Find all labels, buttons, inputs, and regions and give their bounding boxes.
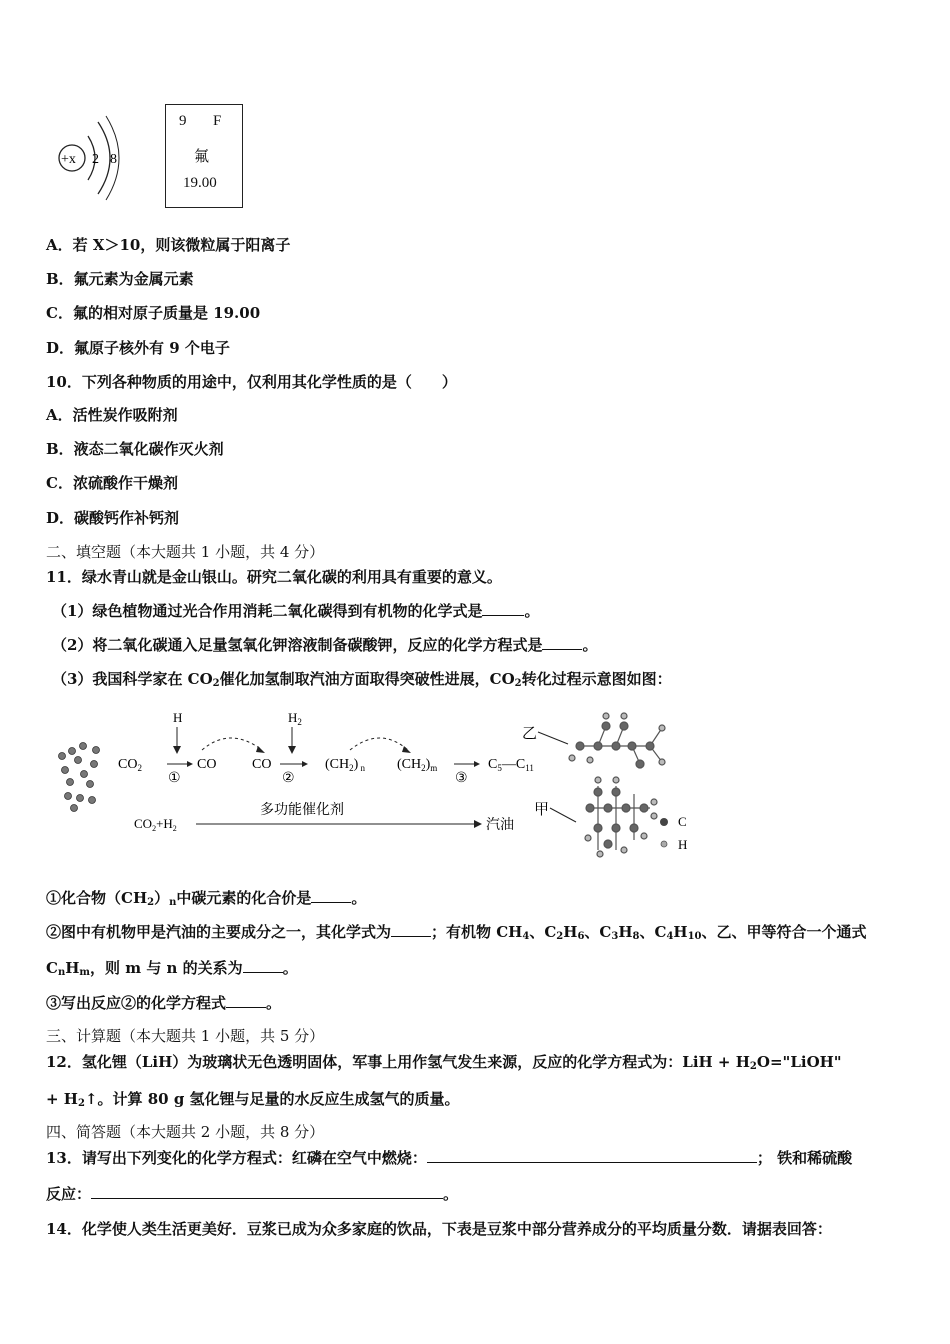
legend-hydrogen-dot (661, 841, 667, 847)
diagram-co-b: CO (252, 757, 272, 772)
particle (93, 747, 100, 754)
q11-sub2-d3: H (673, 923, 688, 941)
particle (62, 767, 69, 774)
q11-sub2-g: H (65, 959, 80, 977)
q9-option-b: B．氟元素为金属元素 (46, 270, 194, 288)
molecule-yi (569, 713, 665, 768)
section-4-heading: 四、简答题（本大题共 2 小题，共 8 分） (46, 1123, 325, 1141)
q13-blank2[interactable] (91, 1184, 443, 1199)
element-mass: 19.00 (183, 175, 217, 191)
diagram-h2: $H_2$ (288, 710, 302, 727)
q11-sub3 (46, 993, 281, 1013)
q11-sub2-c3: 、C (639, 923, 667, 941)
q11-sub2-blank1[interactable] (391, 922, 431, 937)
q14-stem: 14．化学使人类生活更美好．豆浆已成为众多家庭的饮品，下表是豆浆中部分营养成分的平均质量分数．请据表回答： (46, 1220, 832, 1238)
q11-part3-text-a: （3）我国科学家在 CO (52, 670, 213, 688)
q11-part1-text: （1）绿色植物通过光合作用消耗二氧化碳得到有机物的化学式是 (52, 602, 483, 620)
q11-part2-blank[interactable] (542, 635, 582, 650)
diagram-jia: 甲 (534, 800, 550, 818)
q9-option-d: D．氟原子核外有 9 个电子 (46, 339, 230, 357)
q13-blank1[interactable] (427, 1148, 757, 1163)
particle (59, 753, 66, 760)
q11-part3-text-c: 转化过程示意图如图： (521, 670, 672, 688)
particle (69, 748, 76, 755)
q12-line1: 12．氢化锂（LiH）为玻璃状无色透明固体，军事上用作氢气发生来源，反应的化学方程式为：LiH + $H_2O="LiOH$" (46, 1053, 842, 1072)
q12-line2-a: + H (46, 1090, 78, 1108)
q11-sub2-f: C (46, 959, 58, 977)
diagram-step1: ① (168, 770, 181, 786)
q11-sub3-blank[interactable] (226, 993, 266, 1008)
diagram-catalyst: 多功能催化剂 (260, 802, 344, 818)
q11-part1 (52, 601, 539, 621)
element-symbol: F (213, 113, 222, 129)
q13-line2-a: 反应： (46, 1185, 92, 1203)
diagram-co2: $CO_2$ (118, 757, 142, 773)
q9-option-c: C．氟的相对原子质量是 19.00 (46, 304, 261, 322)
q13-line1-a: 13．请写出下列变化的化学方程式：红磷在空气中燃烧： (46, 1149, 427, 1167)
diagram-step2: ② (282, 770, 295, 786)
q11-sub2-d2: H (618, 923, 633, 941)
q10-option-a: A．活性炭作吸附剂 (46, 406, 178, 424)
q11-sub1-c: 中碳元素的化合价是 (176, 889, 312, 907)
q11-sub2-b: ；有机物 CH (431, 923, 523, 941)
q11-part3-text-b: 催化加氢制取汽油方面取得突破性进展，CO (219, 670, 515, 688)
particle (67, 779, 74, 786)
q12-line1-b: O="LiOH" (756, 1053, 842, 1071)
element-number: 9 (179, 113, 187, 129)
diagram-ch2m: $(CH_2)_m$ (397, 757, 438, 773)
shell-outer-count: 8 (110, 152, 117, 167)
q11-sub3-end: 。 (266, 994, 282, 1012)
diagram-yi: 乙 (522, 724, 538, 742)
diagram-gasoline: 汽油 (486, 817, 514, 833)
q12-line2: + $H_2↑$。计算 80 g 氢化锂与足量的水反应生成氢气的质量。 (46, 1090, 460, 1109)
diagram-co2-h2: $CO_2+H_2$ (134, 816, 177, 833)
diagram-step3: ③ (455, 770, 468, 786)
q11-part2-end: 。 (582, 636, 598, 654)
legend-c: C (678, 814, 687, 829)
particle (77, 795, 84, 802)
particle (65, 793, 72, 800)
diagram-product: $C_5—C_{11}$ (488, 757, 534, 773)
particle (75, 757, 82, 764)
q11-sub2-cont: $C_nH_m$，则 m 与 n 的关系为 。 (46, 959, 298, 978)
q11-sub2-blank2[interactable] (243, 958, 283, 973)
legend-h: H (678, 837, 688, 852)
element-card (165, 104, 243, 208)
q9-option-a: A．若 X＞10，则该微粒属于阳离子 (46, 236, 291, 254)
legend-carbon-dot (660, 818, 668, 826)
q11-stem: 11．绿水青山就是金山银山。研究二氧化碳的利用具有重要的意义。 (46, 568, 502, 586)
catalyst-particles (59, 743, 100, 812)
q11-sub2-end: 。 (282, 959, 298, 977)
diagram-co-a: CO (197, 757, 217, 772)
diagram-h: H (173, 710, 183, 725)
q10-option-b: B．液态二氧化碳作灭火剂 (46, 440, 224, 458)
diagram-ch2n: $(CH_2)$ $_n$ (325, 757, 366, 773)
particle (87, 781, 94, 788)
q11-sub2-c2: 、C (584, 923, 612, 941)
particle (91, 761, 98, 768)
atom-structure-diagram (52, 112, 132, 204)
q11-sub1: ①化合物$(CH_2)_n$中碳元素的化合价是 。 (46, 889, 367, 908)
q11-sub2-a: ②图中有机物甲是汽油的主要成分之一，其化学式为 (46, 923, 392, 941)
particle (80, 743, 87, 750)
element-name: 氟 (194, 147, 210, 165)
electron-shell-outer (98, 122, 110, 194)
particle (89, 797, 96, 804)
shell-inner-count: 2 (92, 152, 99, 167)
q10-option-c: C．浓硫酸作干燥剂 (46, 474, 178, 492)
q11-part3: （3）我国科学家在 $CO_2$催化加氢制取汽油方面取得突破性进展，$CO_2$转化过程示意图如图： (52, 670, 672, 689)
q11-part2-text: （2）将二氧化碳通入足量氢氧化钾溶液制备碳酸钾，反应的化学方程式是 (52, 636, 543, 654)
q13-line2 (46, 1184, 458, 1204)
nucleus-charge: +x (61, 152, 76, 167)
q11-sub1-b: ） (154, 889, 170, 907)
q13-line1-b: ； 铁和稀硫酸 (756, 1149, 853, 1167)
q10-stem: 10．下列各种物质的用途中，仅利用其化学性质的是（ ） (46, 373, 457, 391)
q11-sub2-d1: H (563, 923, 578, 941)
q11-sub1-blank[interactable] (311, 888, 351, 903)
q11-sub2-e: 、乙、甲等符合一个通式 (701, 923, 867, 941)
q11-part2 (52, 635, 597, 655)
q11-part1-end: 。 (524, 602, 540, 620)
section-2-heading: 二、填空题（本大题共 1 小题，共 4 分） (46, 543, 325, 561)
q11-sub1-a: ①化合物（CH (46, 889, 148, 907)
q13-line2-b: 。 (443, 1185, 459, 1203)
q10-option-d: D．碳酸钙作补钙剂 (46, 509, 180, 527)
q11-sub2-h: ，则 m 与 n 的关系为 (90, 959, 243, 977)
q12-line2-b: ↑。计算 80 g 氢化锂与足量的水反应生成氢气的质量。 (84, 1090, 460, 1108)
q11-sub3-text: ③写出反应②的化学方程式 (46, 994, 227, 1012)
q11-sub2-c1: 、C (529, 923, 557, 941)
q11-sub2: ②图中有机物甲是汽油的主要成分之一，其化学式为 ；有机物 $CH_4$、$C_2H_6$、$C_3H_8$、$C_4H_{10}$、乙、甲等符合一个通式 (46, 923, 867, 942)
co2-conversion-diagram (50, 704, 710, 864)
q11-part1-blank[interactable] (482, 601, 524, 616)
section-3-heading: 三、计算题（本大题共 1 小题，共 5 分） (46, 1027, 325, 1045)
molecule-jia (585, 777, 657, 857)
particle (81, 771, 88, 778)
q11-sub1-end: 。 (351, 889, 367, 907)
q12-line1-a: 12．氢化锂（LiH）为玻璃状无色透明固体，军事上用作氢气发生来源，反应的化学方程式为：LiH + H (46, 1053, 750, 1071)
particle (71, 805, 78, 812)
q13-line1 (46, 1148, 852, 1168)
